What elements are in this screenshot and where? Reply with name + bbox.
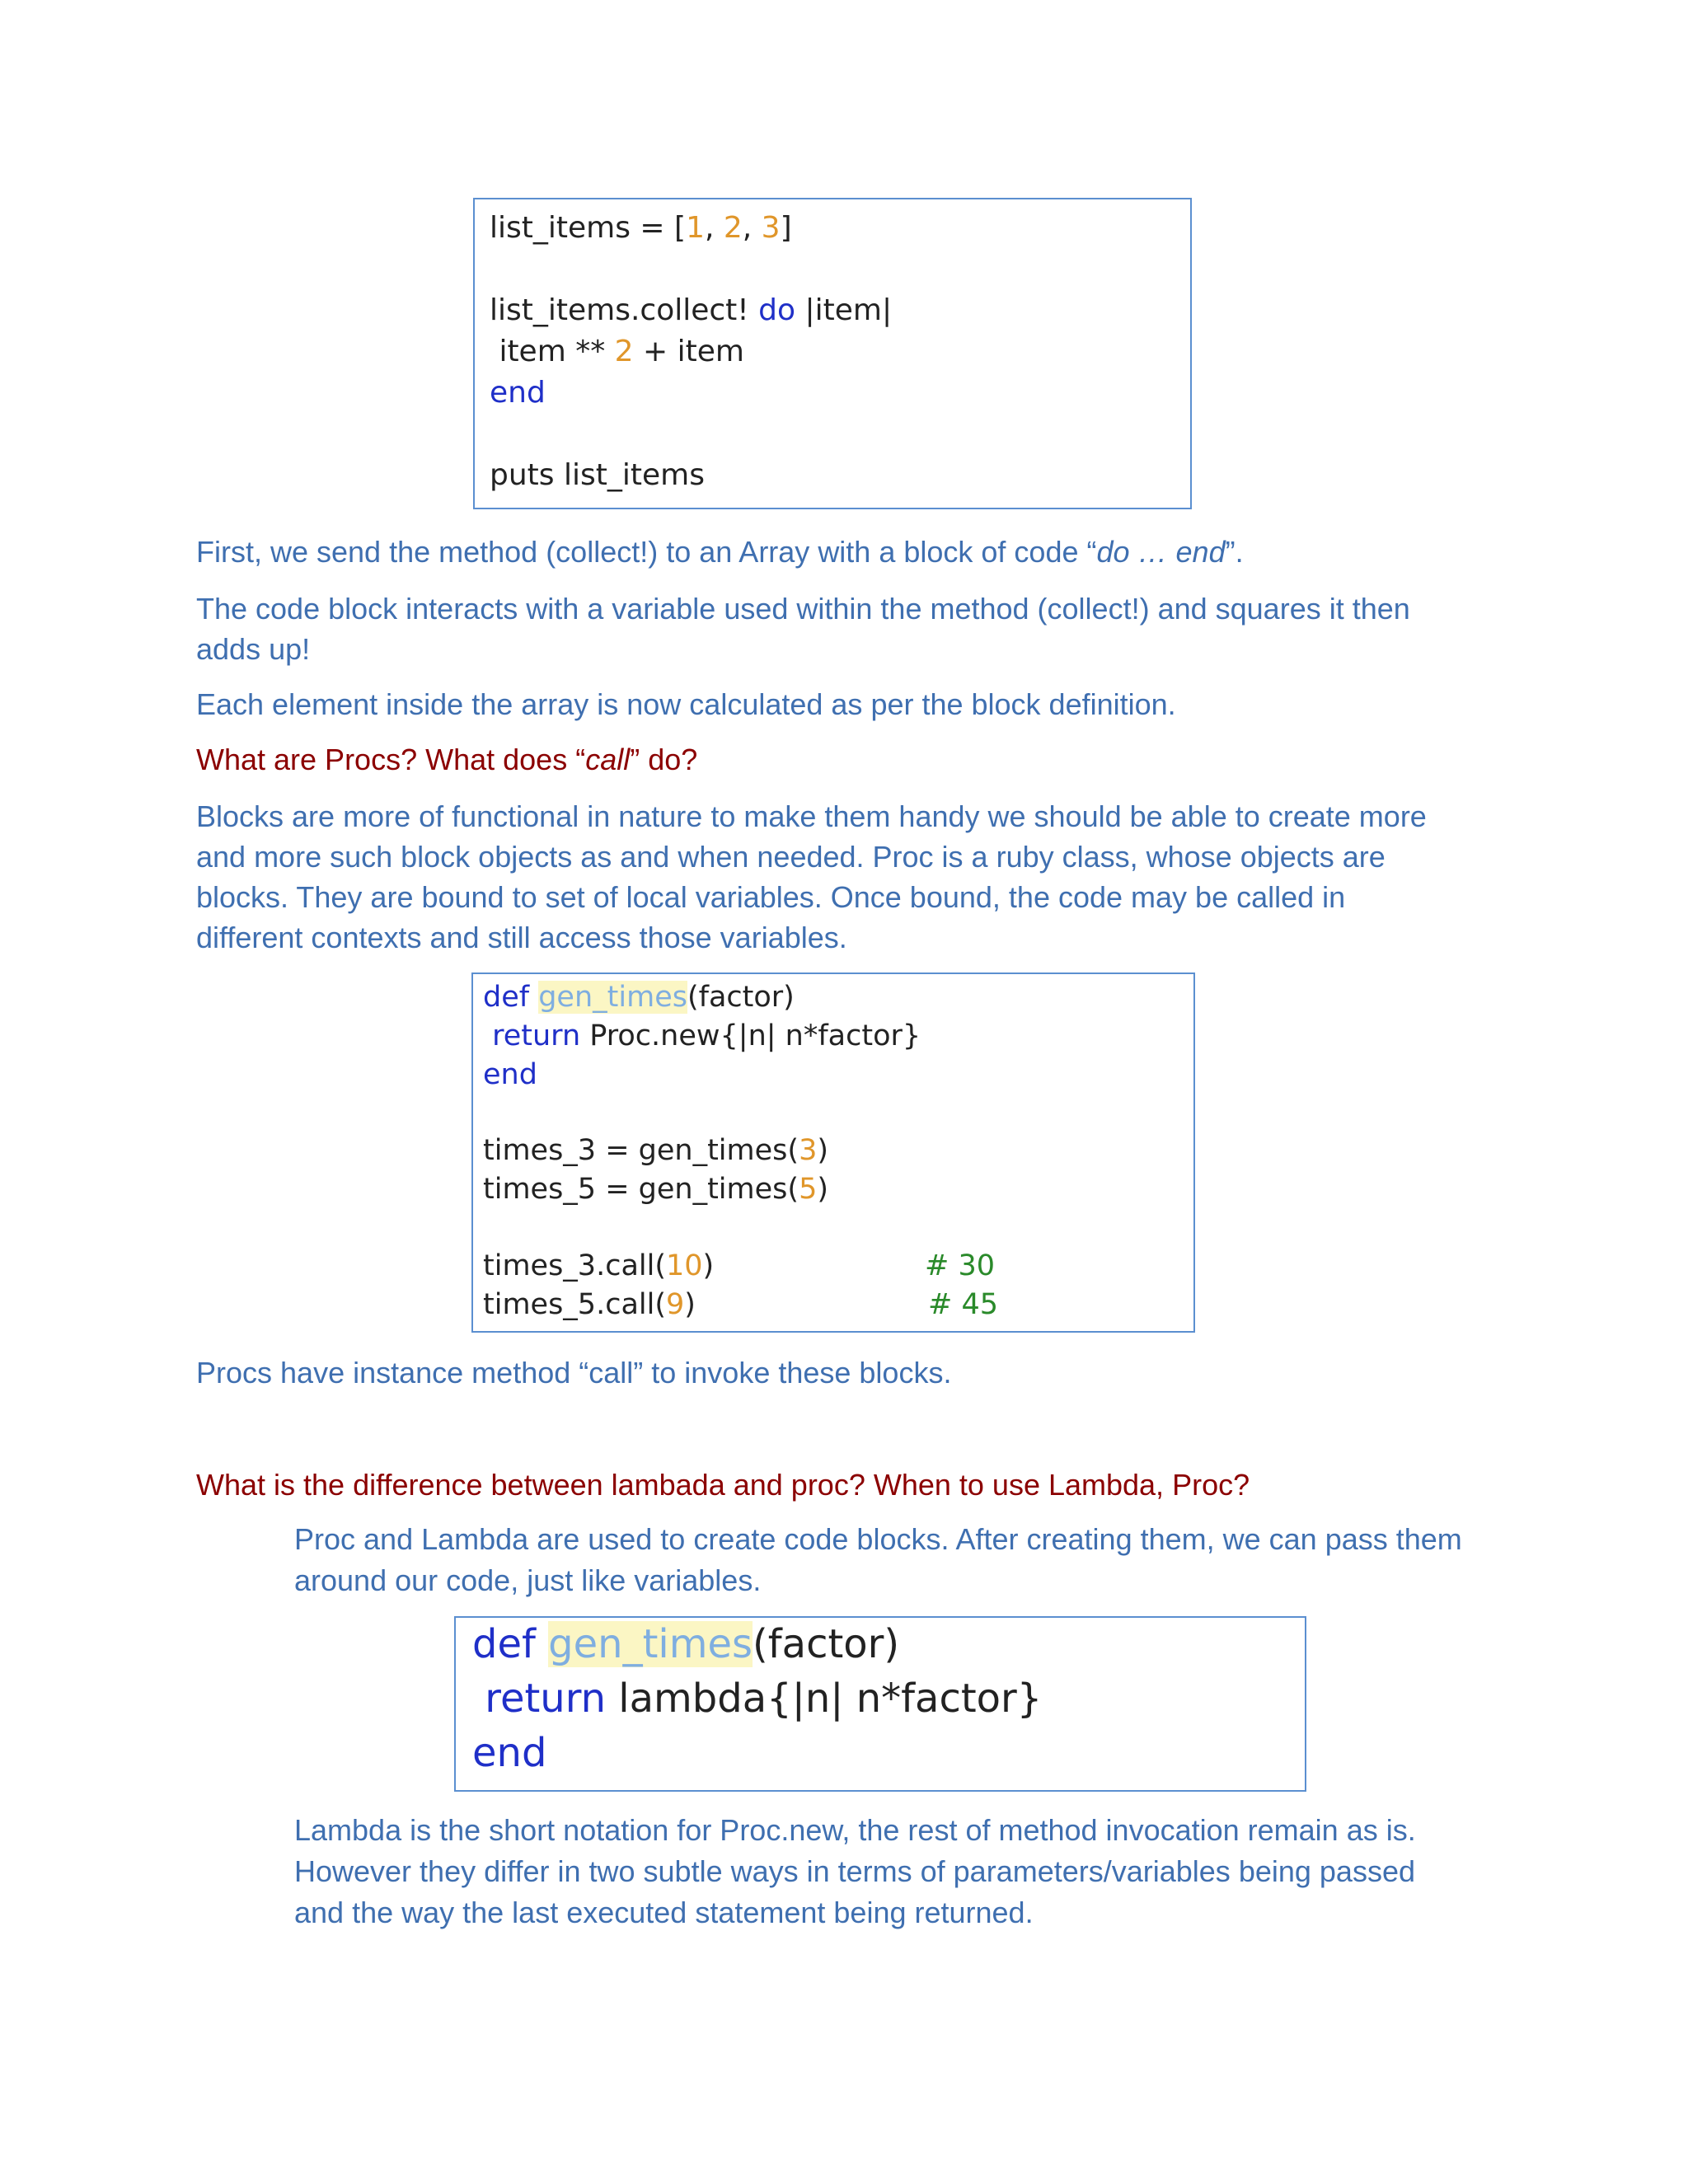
code-line: def gen_times(factor) <box>472 1621 900 1667</box>
code-line: times_3.call(10) <box>483 1249 715 1282</box>
paragraph-procs-call: Procs have instance method “call” to invoke these blocks. <box>196 1356 952 1390</box>
paragraph-blocks: Blocks are more of functional in nature to make them handy we should be able to create more and more such block objects as and when needed. Proc is a ruby class, whose objects are blocks. They are bound to set of local variables. Once bound, the code may be called in different contexts and still access those variables. <box>196 799 1427 954</box>
code-line: times_5 = gen_times(5) <box>483 1173 828 1206</box>
code-line: end <box>483 1058 537 1091</box>
code-line: end <box>472 1730 547 1776</box>
code-block-lambda <box>454 1616 1306 1792</box>
code-comment: # 30 <box>925 1249 995 1282</box>
code-line: return Proc.new{|n| n*factor} <box>483 1019 921 1052</box>
code-line: end <box>490 376 546 410</box>
code-block-proc <box>471 972 1195 1333</box>
code-line: times_5.call(9) <box>483 1288 696 1321</box>
heading-procs: What are Procs? What does “call” do? <box>196 743 698 776</box>
code-line: times_3 = gen_times(3) <box>483 1134 828 1167</box>
paragraph-proc-lambda: Proc and Lambda are used to create code blocks. After creating them, we can pass them around our code, just like variables. <box>294 1522 1462 1597</box>
code-line: puts list_items <box>490 458 705 492</box>
code-block-collect <box>473 198 1192 509</box>
paragraph-each-element: Each element inside the array is now calculated as per the block definition. <box>196 687 1176 721</box>
code-line: list_items = [1, 2, 3] <box>490 211 792 245</box>
code-line: def gen_times(factor) <box>483 981 795 1014</box>
paragraph-code-block: The code block interacts with a variable used within the method (collect!) and squares it then adds up! <box>196 592 1410 666</box>
paragraph-lambda-notation: Lambda is the short notation for Proc.new, the rest of method invocation remain as is. However they differ in two subtle ways in terms of parameters/variables being passed and the way the last executed statement being returned. <box>294 1813 1416 1929</box>
code-comment: # 45 <box>928 1288 998 1321</box>
code-line: item ** 2 + item <box>490 335 744 368</box>
code-line: list_items.collect! do |item| <box>490 293 893 327</box>
code-line: return lambda{|n| n*factor} <box>472 1675 1043 1722</box>
paragraph-collect-intro: First, we send the method (collect!) to an Array with a block of code “do … end”. <box>196 535 1244 569</box>
heading-lambda-proc: What is the difference between lambada and proc? When to use Lambda, Proc? <box>196 1468 1250 1502</box>
